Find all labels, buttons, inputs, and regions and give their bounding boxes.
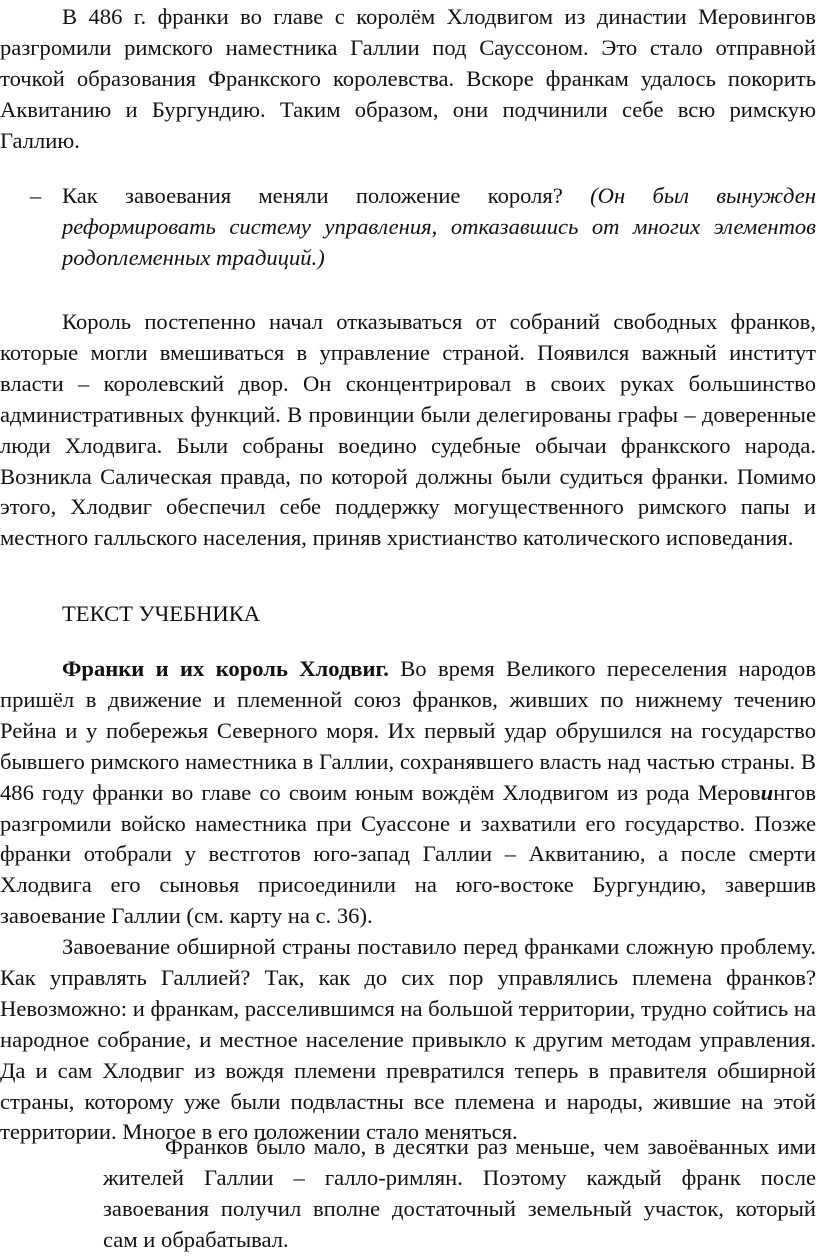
textbook-paragraph-land: Франков было мало, в десятки раз меньше, чем завоёванных ими жителей Галлии – галло-римлян. Поэтому каждый франк после завоевания получил вполне достаточный земельный участок, который сам и обрабатывал. [103, 1134, 816, 1252]
question-block [30, 181, 816, 274]
textbook-lead: Франки и их король Хлодвиг. [62, 656, 389, 681]
textbook-text-b: нгов разгромили войско наместника при Суассоне и захватили его государство. Позже франки отобрали у вестготов юго-запад Галлии – Аквитанию, а после смерти Хлодвига его сыновья присоединили на юго-востоке Бургундию, завершив завоевание Галлии (см. карту на с. 36). [0, 779, 816, 929]
paragraph-king-reforms: Король постепенно начал отказываться от собраний свободных франков, которые могли вмешиваться в управление страной. Появился важный институт власти – королевский двор. Он сконцентрировал в своих руках большинство административных функций. В провинции были делегированы графы – доверенные люди Хлодвига. Были собраны воедино судебные обычаи франкского народа. Возникла Салическая правда, по которой должны были судиться франки. Помимо этого, Хлодвиг обеспечил себе поддержку могущественного римского папы и местного галльского населения, приняв христианство католического исповедания. [0, 309, 816, 551]
textbook-paragraph-conquest: Завоевание обширной страны поставило перед франками сложную проблему. Как управлять Галлией? Так, как до сих пор управлялись племена франков? Невозможно: и франкам, расселившимся на большой территории, трудно сойтись на народное собрание, и местное население привыкло к другим методам управления. Да и сам Хлодвиг из вождя племени превратился теперь в правителя обширной страны, которому уже были подвластны все племена и народы, жившие на этой территории. Многое в его положении стало меняться. [0, 934, 816, 1145]
paragraph-franks-486: В 486 г. франки во главе с королём Хлодвигом из династии Меровингов разгромили римского наместника Галлии под Сауссоном. Это стало отправной точкой образования Франкского королевства. Вскоре франкам удалось покорить Аквитанию и Бургундию. Таким образом, они подчинили себе всю римскую Галлию. [0, 4, 816, 153]
stress-mark: и [760, 779, 774, 805]
textbook-paragraph-franks [0, 654, 816, 932]
question-answer: (Он был вынужден реформировать систему управления, отказавшись от многих элементов родоплеменных традиций.) [62, 183, 816, 270]
question-dash: – [30, 183, 42, 208]
question-body [62, 181, 816, 274]
question-text: Как завоевания меняли положение короля? [62, 183, 563, 208]
textbook-text-a: Во время Великого переселения народов пришёл в движение и племенной союз франков, живших по нижнему течению Рейна и у побережья Северного моря. Их первый удар обрушился на государство бывшего римского наместника в Галлии, сохранявшего власть над частью страны. В 486 году франки во главе со своим юным вождём Хлодвигом из рода Меров [0, 656, 816, 805]
section-heading: ТЕКСТ УЧЕБНИКА [62, 601, 261, 626]
